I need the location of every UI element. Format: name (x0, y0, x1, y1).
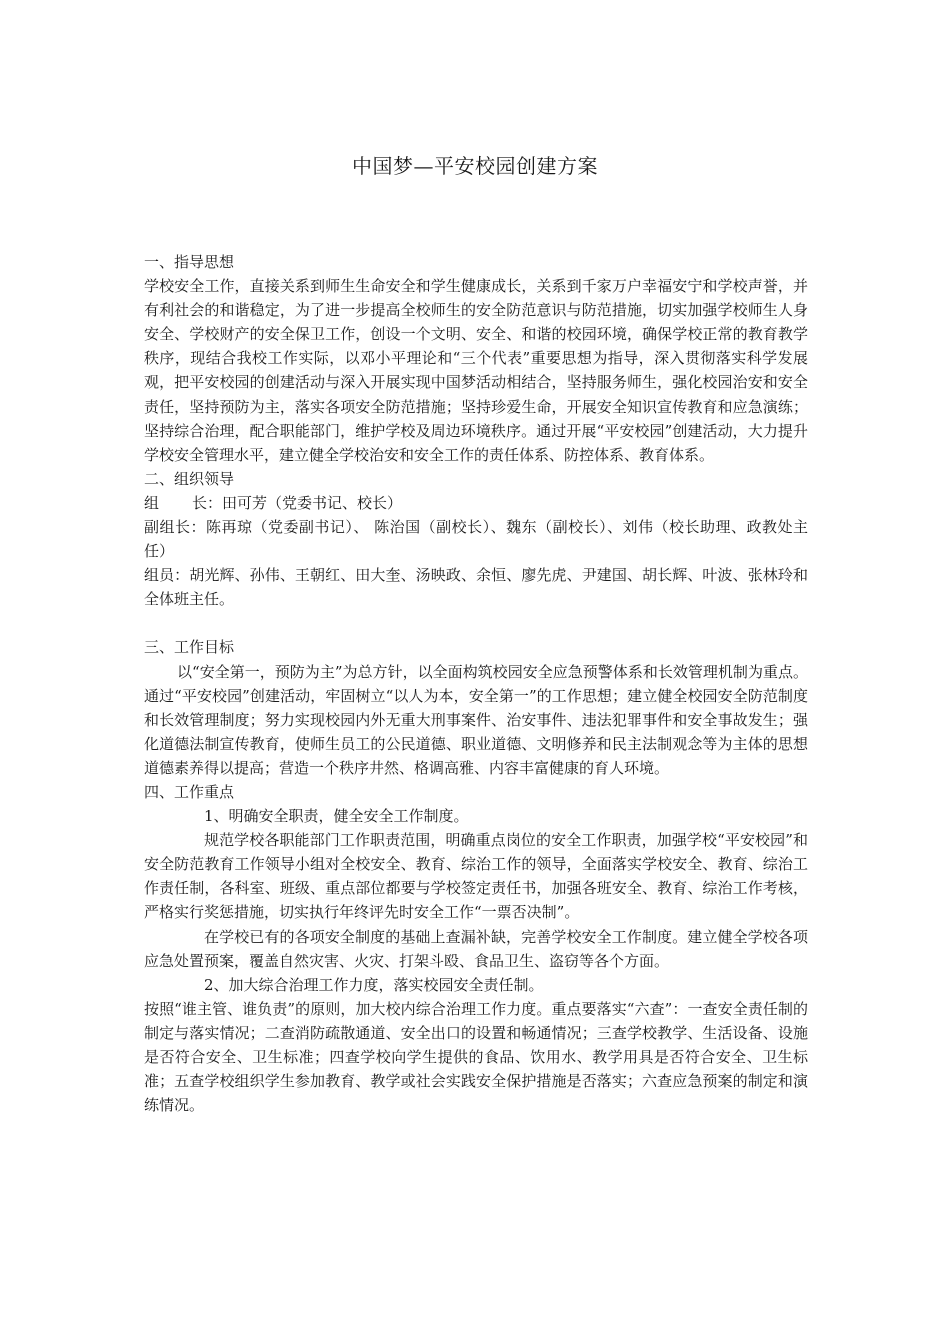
group-leader-label-a: 组 (144, 493, 160, 512)
section-1-heading: 一、指导思想 (144, 253, 235, 271)
section-4-paragraph-3: 按照“谁主管、谁负责”的原则，加大校内综合治理工作力度。重点要落实“六查”：一查安全责任制的制定与落实情况；二查消防疏散通道、安全出口的设置和畅通情况；三查学校教学、生活设备、设施是否符合安全、卫生标准；四查学校向学生提供的食品、饮用水、教学用具是否符合安全、卫生标准；五查学校组织学生参加教育、教学或社会实践安全保护措施是否落实；六查应急预案的制定和演练情况。 (144, 999, 808, 1115)
deputy-leaders-line: 副组长：陈再琼（党委副书记）、 陈治国（副校长）、魏东（副校长）、刘伟（校长助理、政教处主任） (144, 518, 808, 561)
section-3-heading: 三、工作目标 (144, 638, 235, 657)
section-4-paragraph-1: 规范学校各职能部门工作职责范围，明确重点岗位的安全工作职责，加强学校“平安校园”和安全防范教育工作领导小组对全校安全、教育、综治工作的领导，全面落实学校安全、教育、综治工作责任制，各科室、班级、重点部位都要与学校签定责任书，加强各班安全、教育、综治工作考核，严格实行奖惩措施，切实执行年终评先时安全工作“一票否决制”。 (144, 831, 808, 922)
document-title: 中国梦—平安校园创建方案 (352, 154, 598, 178)
section-2-heading: 二、组织领导 (144, 469, 235, 488)
section-3-paragraph: 以“安全第一，预防为主”为总方针，以全面构筑校园安全应急预警体系和长效管理机制为重点。通过“平安校园”创建活动，牢固树立“以人为本，安全第一”的工作思想；建立健全校园安全防范制度和长效管理制度；努力实现校园内外无重大刑事案件、治安事件、违法犯罪事件和安全事故发生；强化道德法制宣传教育，使师生员工的公民道德、职业道德、文明修养和民主法制观念等为主体的思想道德素养得以提高；营造一个秩序井然、格调高雅、内容丰富健康的育人环境。 (144, 662, 808, 777)
document-body (144, 250, 808, 1117)
members-line: 组员：胡光辉、孙伟、王朝红、田大奎、汤映政、余恒、廖先虎、尹建国、胡长辉、叶波、张林玲和全体班主任。 (144, 566, 808, 609)
group-leader-label-b: 长：田可芳（党委书记、校长） (192, 493, 403, 512)
section-4-item-2: 2、加大综合治理工作力度，落实校园安全责任制。 (204, 975, 544, 994)
group-leader-line (144, 491, 808, 515)
blank-line (144, 611, 808, 635)
section-4-heading: 四、工作重点 (144, 782, 235, 801)
section-4-item-1: 1、明确安全职责，健全安全工作制度。 (204, 807, 469, 826)
section-1-paragraph: 学校安全工作，直接关系到师生生命安全和学生健康成长，关系到千家万户幸福安宁和学校声誉，并有利社会的和谐稳定，为了进一步提高全校师生的安全防范意识与防范措施，切实加强学校师生人身安全、学校财产的安全保卫工作，创设一个文明、安全、和谐的校园环境，确保学校正常的教育教学秩序，现结合我校工作实际，以邓小平理论和“三个代表”重要思想为指导，深入贯彻落实科学发展观，把平安校园的创建活动与深入开展实现中国梦活动相结合，坚持服务师生，强化校园治安和安全责任，坚持预防为主，落实各项安全防范措施；坚持珍爱生命，开展安全知识宣传教育和应急演练；坚持综合治理，配合职能部门，维护学校及周边环境秩序。通过开展“平安校园”创建活动，大力提升学校安全管理水平，建立健全学校治安和安全工作的责任体系、防控体系、教育体系。 (144, 277, 808, 464)
section-4-paragraph-2: 在学校已有的各项安全制度的基础上查漏补缺，完善学校安全工作制度。建立健全学校各项应急处置预案，覆盖自然灾害、火灾、打架斗殴、食品卫生、盗窃等各个方面。 (144, 927, 808, 970)
